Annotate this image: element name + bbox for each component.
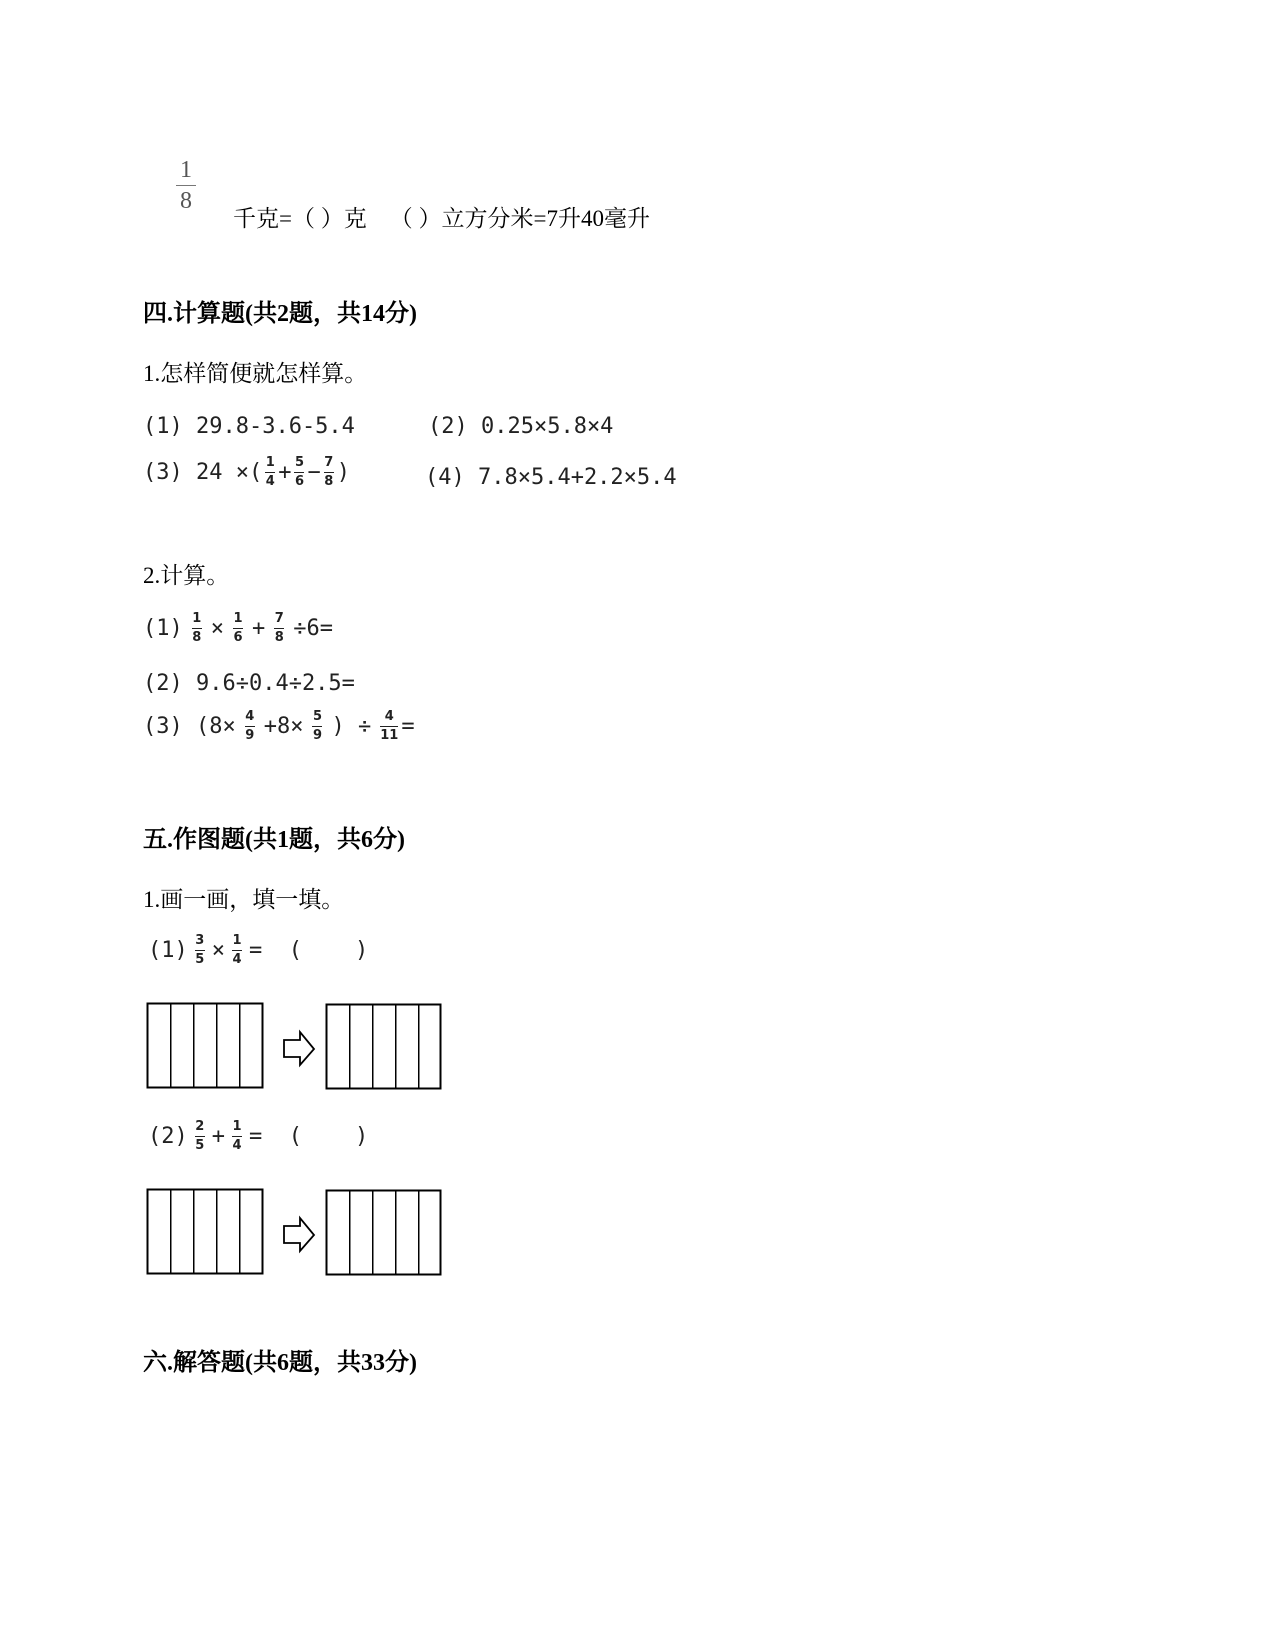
part-1-prefix: (1) xyxy=(148,938,188,963)
part-3-prefix: (3) 24 ×( xyxy=(143,460,263,485)
numerator: 4 xyxy=(245,709,255,724)
denominator: 8 xyxy=(274,630,284,645)
fraction xyxy=(232,934,242,967)
numerator: 4 xyxy=(384,709,394,724)
part-3-suffix: ) xyxy=(336,460,350,485)
denominator: 8 xyxy=(324,474,334,489)
denominator: 5 xyxy=(195,952,205,967)
grid-rectangle-left xyxy=(148,1004,263,1088)
denominator: 9 xyxy=(312,728,322,743)
fraction xyxy=(232,1120,242,1153)
operator: × xyxy=(210,616,224,641)
fraction xyxy=(233,612,243,645)
right-arrow-icon xyxy=(284,1032,314,1065)
denominator: 9 xyxy=(245,728,255,743)
fraction xyxy=(312,710,322,743)
fraction-bar xyxy=(195,1136,205,1137)
operator: + xyxy=(211,1124,225,1149)
question-4-1-part-4: (4) 7.8×5.4+2.2×5.4 xyxy=(425,465,677,490)
grid-rectangle-right xyxy=(327,1005,441,1089)
denominator: 6 xyxy=(233,630,243,645)
numerator: 1 xyxy=(233,611,243,626)
denominator: 6 xyxy=(294,474,304,489)
question-4-1-part-2: (2) 0.25×5.8×4 xyxy=(428,414,614,439)
fraction xyxy=(274,612,284,645)
top-fraction-denominator: 8 xyxy=(180,188,192,214)
fraction-bar xyxy=(294,472,304,473)
section-6-heading: 六.解答题(共6题，共33分) xyxy=(143,1350,417,1376)
fraction xyxy=(324,456,334,489)
question-5-1-stem: 1.画一画，填一填。 xyxy=(143,887,345,912)
top-fraction-numerator: 1 xyxy=(180,157,192,183)
fraction xyxy=(195,1120,205,1153)
top-fraction xyxy=(176,158,196,213)
operator: × xyxy=(211,938,225,963)
right-arrow-icon xyxy=(284,1218,314,1251)
question-4-2-stem: 2.计算。 xyxy=(143,563,230,588)
fraction-bar xyxy=(274,628,284,629)
denominator: 4 xyxy=(265,474,275,489)
fraction-bar xyxy=(176,185,196,186)
fraction-bar xyxy=(233,628,243,629)
fraction xyxy=(195,934,205,967)
numerator: 5 xyxy=(294,455,304,470)
fraction-bar xyxy=(232,950,242,951)
fraction-bar xyxy=(192,628,202,629)
numerator: 3 xyxy=(195,933,205,948)
numerator: 1 xyxy=(232,933,242,948)
part-2-suffix: = ( ) xyxy=(249,1124,369,1149)
operator: + xyxy=(278,460,292,485)
grid-rectangle-left xyxy=(148,1190,263,1274)
question-4-1-part-3 xyxy=(143,456,350,489)
numerator: 1 xyxy=(265,455,275,470)
question-4-2-part-2: (2) 9.6÷0.4÷2.5= xyxy=(143,671,355,696)
fraction-bar xyxy=(312,726,322,727)
fraction-bar xyxy=(265,472,275,473)
denominator: 11 xyxy=(380,728,399,743)
numerator: 5 xyxy=(312,709,322,724)
question-5-1-part-1 xyxy=(148,934,368,967)
fraction-bar xyxy=(245,726,255,727)
question-4-2-part-3 xyxy=(143,710,415,743)
fraction-bar xyxy=(324,472,334,473)
fraction xyxy=(265,456,275,489)
numerator: 7 xyxy=(274,611,284,626)
part-3-prefix: (3) (8× xyxy=(143,714,236,739)
part-1-suffix: ÷6= xyxy=(293,616,333,641)
part-2-prefix: (2) xyxy=(148,1124,188,1149)
unit-conversion-line: 千克=（ ）克 （ ）立方分米=7升40毫升 xyxy=(233,206,650,231)
fraction xyxy=(245,710,255,743)
drawing-diagram-2 xyxy=(140,1181,450,1281)
part-3-mid: +8× xyxy=(263,714,304,739)
numerator: 2 xyxy=(195,1119,205,1134)
part-1-suffix: = ( ) xyxy=(249,938,369,963)
denominator: 8 xyxy=(192,630,202,645)
numerator: 7 xyxy=(324,455,334,470)
operator: − xyxy=(307,460,321,485)
fraction xyxy=(380,710,398,743)
part-3-mid-2: ) ÷ xyxy=(331,714,372,739)
question-4-1-part-1: (1) 29.8-3.6-5.4 xyxy=(143,414,355,439)
question-5-1-part-2 xyxy=(148,1120,368,1153)
part-1-prefix: (1) xyxy=(143,616,183,641)
operator: + xyxy=(252,616,266,641)
denominator: 4 xyxy=(232,952,242,967)
fraction-bar xyxy=(380,726,398,727)
fraction xyxy=(192,612,202,645)
grid-rectangle-right xyxy=(327,1191,441,1275)
denominator: 5 xyxy=(195,1138,205,1153)
fraction-bar xyxy=(195,950,205,951)
numerator: 1 xyxy=(232,1119,242,1134)
drawing-diagram-1 xyxy=(140,995,450,1095)
numerator: 1 xyxy=(192,611,202,626)
question-4-1-stem: 1.怎样简便就怎样算。 xyxy=(143,361,368,386)
question-4-2-part-1 xyxy=(143,612,333,645)
denominator: 4 xyxy=(232,1138,242,1153)
fraction xyxy=(294,456,304,489)
section-4-heading: 四.计算题(共2题，共14分) xyxy=(143,301,417,327)
section-5-heading: 五.作图题(共1题，共6分) xyxy=(143,827,405,853)
part-3-suffix: = xyxy=(401,714,415,739)
fraction-bar xyxy=(232,1136,242,1137)
